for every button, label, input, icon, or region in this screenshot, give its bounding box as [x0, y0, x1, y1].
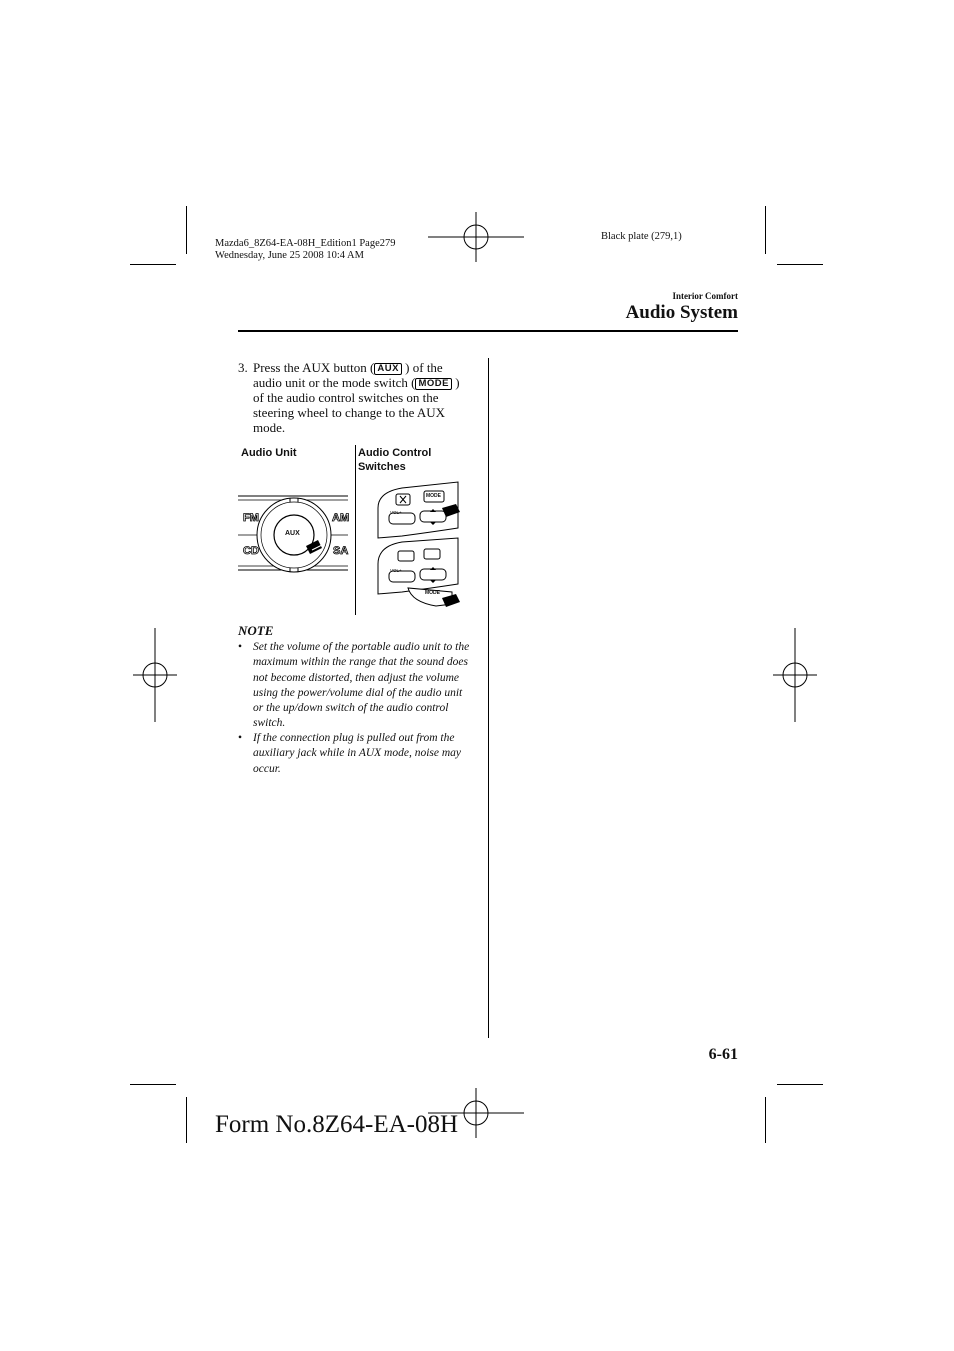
am-button: AM: [332, 512, 350, 524]
section-label: Interior Comfort: [672, 291, 738, 301]
step-3: [238, 360, 473, 438]
print-header-line2: Wednesday, June 25 2008 10:4 AM: [215, 250, 364, 261]
crop-mark: [130, 1084, 176, 1085]
vol-switch-label: VOL+: [390, 510, 402, 515]
column-divider: [488, 358, 489, 1038]
print-header-line1: Mazda6_8Z64-EA-08H_Edition1 Page279: [215, 238, 396, 249]
sa-button: SA: [333, 545, 349, 557]
vol-switch-label: VOL+: [390, 568, 402, 573]
crop-mark: [765, 206, 766, 254]
crop-mark: [186, 1097, 187, 1143]
crop-mark: [777, 264, 823, 265]
audio-control-switches-illustration: [372, 480, 464, 615]
figure-label-audio-control: Audio Control Switches: [358, 447, 432, 473]
note-item: [238, 731, 470, 779]
crop-mark: [186, 206, 187, 254]
aux-button-icon: AUX: [374, 363, 402, 375]
cd-button: CD: [243, 545, 259, 557]
crop-mark: [130, 264, 176, 265]
bullet-symbol: •: [238, 641, 243, 653]
mode-switch-label: MODE: [426, 493, 441, 499]
page-title: Audio System: [625, 302, 738, 323]
note-item-text: Set the volume of the portable audio unit to the maximum within the range that the sound does not become distorted, then adjust the volume using the power/volume dial of the audio unit or the up/down switch of the audio control switch.: [253, 641, 470, 730]
header-rule: [238, 330, 738, 332]
registration-mark-top: [428, 212, 524, 262]
aux-button: AUX: [285, 530, 300, 537]
registration-mark-left: [133, 628, 177, 722]
page-number: 6-61: [708, 1046, 738, 1063]
figure-divider: [355, 445, 356, 615]
bullet-symbol: •: [238, 732, 243, 744]
crop-mark: [777, 1084, 823, 1085]
step-text: Press the AUX button ( AUX ) of the audio unit or the mode switch ( MODE ) of the audio control switches on the steering wheel to change to the AUX mode.: [253, 360, 460, 435]
step-number: 3.: [238, 360, 248, 375]
registration-mark-right: [773, 628, 817, 722]
note-title: NOTE: [238, 623, 274, 638]
figure-label-audio-unit: Audio Unit: [241, 447, 297, 459]
mode-switch-label: MODE: [425, 590, 440, 596]
form-number: Form No.8Z64-EA-08H: [215, 1111, 459, 1138]
note-item: [238, 640, 470, 732]
note-item-text: If the connection plug is pulled out from the auxiliary jack while in AUX mode, noise may occur.: [253, 732, 462, 775]
black-plate-label: Black plate (279,1): [601, 231, 682, 242]
crop-mark: [765, 1097, 766, 1143]
fm-button: FM: [243, 512, 259, 524]
mode-switch-icon: MODE: [415, 378, 452, 390]
